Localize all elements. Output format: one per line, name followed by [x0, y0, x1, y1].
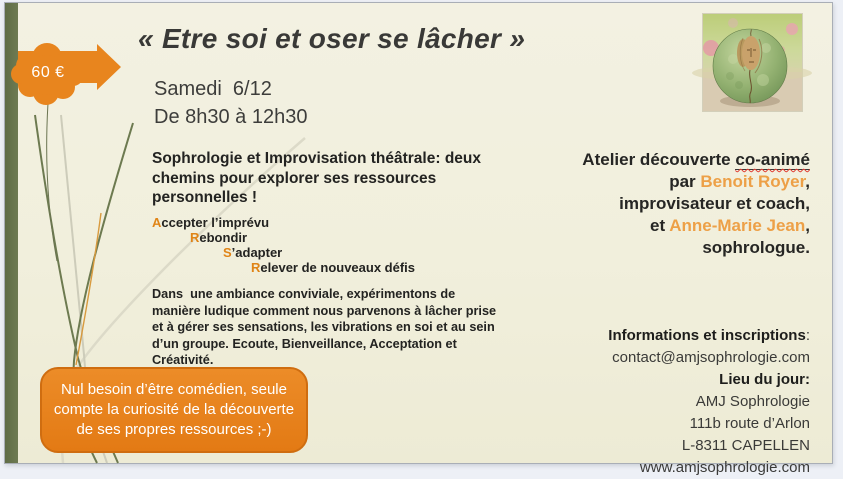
- list-item-text: ’adapter: [231, 245, 283, 261]
- contact-street: 111b route d’Arlon: [689, 415, 810, 432]
- facilitators-line-1: [582, 149, 810, 171]
- callout-text: Nul besoin d’être comédien, seule compte la curiosité de la découverte de ses propres ressources ;-): [53, 381, 295, 438]
- facilitators-block: [582, 149, 810, 259]
- facilitator-role-2: sophrologue.: [702, 238, 810, 257]
- list-item: [190, 230, 504, 245]
- event-date-line: Samedi 6/12: [154, 78, 272, 100]
- contact-block: [608, 325, 810, 479]
- workshop-paragraph: Dans une ambiance conviviale, expérimentons de manière ludique comment nous parvenons à lâcher prise et à gérer ses sensations, les vibrations en soi et au sein d’un groupe. Ecoute, Bienveillance, Acceptation et Créativité.: [152, 287, 500, 368]
- list-item-text: elever de nouveaux défis: [260, 260, 416, 276]
- par-text: par: [669, 172, 701, 191]
- sphere-face-photo: [703, 14, 802, 111]
- list-item: [223, 245, 504, 260]
- list-item-initial: A: [152, 215, 162, 231]
- page-title: « Etre soi et oser se lâcher »: [138, 23, 526, 54]
- comma: ,: [805, 172, 810, 191]
- intro-text: Atelier découverte: [582, 150, 736, 169]
- event-datetime: [154, 75, 307, 131]
- coanime-underlined-text: co-animé: [735, 150, 810, 169]
- contact-info-heading: [608, 325, 810, 347]
- event-time-line: De 8h30 à 12h30: [154, 106, 308, 128]
- list-item: [152, 215, 504, 230]
- list-item-initial: S: [223, 245, 232, 261]
- contact-website: www.amjsophrologie.com: [639, 459, 810, 476]
- list-item-initial: R: [251, 260, 261, 276]
- facilitator-name-2: Anne-Marie Jean: [669, 216, 806, 235]
- colon: :: [805, 327, 810, 344]
- contact-email: contact@amjsophrologie.com: [612, 349, 810, 366]
- description-column: [152, 149, 504, 369]
- contact-city: L-8311 CAPELLEN: [681, 437, 810, 454]
- list-item: [251, 260, 504, 275]
- list-item-text: ccepter l’imprévu: [161, 215, 270, 231]
- info-label: Informations et inscriptions: [608, 327, 806, 344]
- facilitators-line-2: [582, 171, 810, 193]
- et-text: et: [650, 216, 670, 235]
- contact-place-heading: Lieu du jour:: [719, 371, 810, 388]
- flyer-slide: [4, 2, 833, 476]
- values-list: [152, 215, 504, 275]
- facilitator-role-1: improvisateur et coach,: [619, 194, 810, 213]
- callout-box: [40, 367, 308, 453]
- facilitators-line-4: [582, 215, 810, 237]
- list-item-initial: R: [190, 230, 200, 246]
- workshop-heading: Sophrologie et Improvisation théâtrale: deux chemins pour explorer ses ressources personnelles !: [152, 150, 481, 207]
- list-item-text: ebondir: [199, 230, 248, 246]
- price-badge-label: 60 €: [31, 64, 65, 81]
- facilitator-name-1: Benoit Royer: [700, 172, 806, 191]
- contact-org: AMJ Sophrologie: [695, 393, 810, 410]
- comma: ,: [805, 216, 810, 235]
